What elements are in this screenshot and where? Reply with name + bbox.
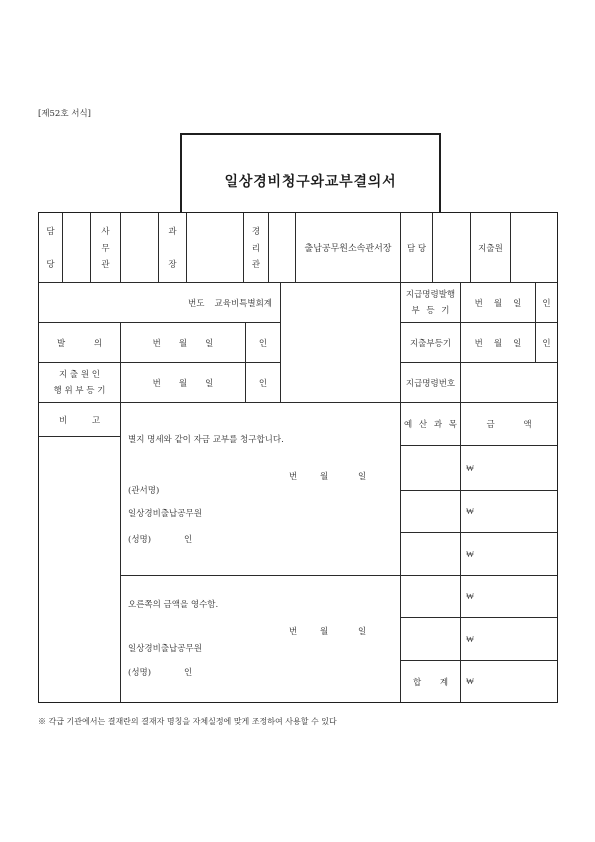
remarks-label: 비 고 <box>58 415 101 426</box>
date-group <box>475 337 522 349</box>
request-officer-label: 일상경비출납공무원 <box>128 509 202 519</box>
approval-jichulwon-signature-cell <box>510 212 558 283</box>
label-char: 경 <box>251 227 261 237</box>
won-symbol: ₩ <box>466 677 475 687</box>
label-char: 장 <box>168 260 177 270</box>
date-year-marker: 번 <box>152 378 161 389</box>
label-char: 관 <box>251 260 261 270</box>
seal-marker: 인 <box>184 668 193 678</box>
date-day-marker: 일 <box>205 378 214 389</box>
form-number: [제52호 서식] <box>38 109 91 119</box>
approval-damdang-label <box>38 212 63 283</box>
date-month-marker: 월 <box>493 338 503 349</box>
label-char: 사 <box>101 227 110 237</box>
date-day-marker: 일 <box>513 338 522 349</box>
proposal-seal-cell <box>245 322 281 363</box>
middle-merged-blank-cell <box>280 282 401 403</box>
approval-gwajang-signature-cell <box>186 212 244 283</box>
budget-amount-cell <box>460 617 558 661</box>
date-year-marker: 번 <box>289 472 298 482</box>
approval-samugwan-signature-cell <box>120 212 159 283</box>
budget-total-amount-cell <box>460 660 558 703</box>
approval-jichulwon-label: 지출원 <box>478 243 503 254</box>
receipt-officer-label: 일상경비출납공무원 <box>128 644 202 654</box>
budget-amount-cell <box>460 445 558 491</box>
approval-damdang-signature-cell <box>62 212 91 283</box>
request-office-label: (관서명) <box>128 486 160 496</box>
proposal-label-cell <box>38 322 121 363</box>
approval-right-damdang-label-cell <box>400 212 433 283</box>
seal-marker: 인 <box>184 535 193 545</box>
fiscal-year-marker: 번도 <box>188 298 205 309</box>
label-char: 과 <box>168 227 177 237</box>
date-day-marker: 일 <box>358 472 367 482</box>
fiscal-account-name: 교육비특별회계 <box>214 298 272 309</box>
date-month-marker: 월 <box>178 338 188 349</box>
footnote: ※ 각급 기관에서는 결재란의 결재자 명칭을 자체실정에 맞게 조정하여 사용할 수 있다 <box>38 717 337 726</box>
request-name-label: (성명) <box>128 535 152 545</box>
date-group <box>153 377 214 389</box>
seal-marker: 인 <box>542 338 551 349</box>
remarks-body-cell <box>38 436 121 703</box>
commitment-register-label-cell <box>38 362 121 403</box>
approval-right-damdang-signature-cell <box>432 212 471 283</box>
date-year-marker: 번 <box>474 338 483 349</box>
budget-item-header: 예 산 과 목 <box>404 420 457 430</box>
approval-gwajang-label <box>158 212 187 283</box>
budget-amount-cell <box>460 490 558 533</box>
won-symbol: ₩ <box>466 634 475 645</box>
payment-order-issue-register-date-cell <box>460 282 536 323</box>
expenditure-register-date-cell <box>460 322 536 363</box>
label-char: 관 <box>101 260 110 270</box>
commitment-register-date-cell <box>120 362 246 403</box>
budget-item-cell <box>400 575 461 618</box>
request-statement: 별지 명세와 같이 자금 교부를 청구합니다. <box>128 435 284 445</box>
date-day-marker: 일 <box>513 298 522 309</box>
budget-item-header-cell <box>400 402 461 446</box>
payment-order-issue-register-label-line2: 부 등 기 <box>411 305 450 316</box>
date-group <box>475 297 522 309</box>
won-symbol: ₩ <box>466 463 475 474</box>
budget-amount-header-cell <box>460 402 558 446</box>
date-group <box>153 337 214 349</box>
won-symbol: ₩ <box>466 507 475 517</box>
remarks-label-cell <box>38 402 121 437</box>
budget-amount-header: 금 액 <box>486 420 532 430</box>
form-title: 일상경비청구와교부결의서 <box>224 174 397 190</box>
seal-marker: 인 <box>258 338 268 349</box>
date-month-marker: 월 <box>178 378 188 389</box>
date-month-marker: 월 <box>320 472 329 482</box>
seal-marker: 인 <box>542 298 551 309</box>
expenditure-register-label-cell <box>400 322 461 363</box>
payment-order-number-label-cell <box>400 362 461 403</box>
approval-samugwan-label <box>90 212 121 283</box>
date-year-marker: 번 <box>152 338 161 349</box>
won-symbol: ₩ <box>466 549 475 560</box>
label-char: 당 <box>46 260 55 270</box>
receipt-name-label: (성명) <box>128 668 152 678</box>
payment-order-number-label: 지급명령번호 <box>405 378 456 389</box>
payment-order-issue-register-label-line1: 지급명령발행 <box>405 289 456 300</box>
commitment-register-seal-cell <box>245 362 281 403</box>
label-char: 무 <box>101 243 110 254</box>
approval-office-head-label: 출납공무원소속관서장 <box>304 244 392 254</box>
approval-right-damdang-label: 담 당 <box>406 243 427 254</box>
date-day-marker: 일 <box>205 338 214 349</box>
payment-order-issue-register-label-cell <box>400 282 461 323</box>
proposal-label: 발 의 <box>56 338 103 349</box>
approval-office-head-cell <box>295 212 401 283</box>
budget-amount-cell <box>460 532 558 576</box>
expenditure-register-seal-cell <box>535 322 558 363</box>
approval-gyeongrigwan-label <box>243 212 269 283</box>
budget-item-cell <box>400 490 461 533</box>
date-year-marker: 번 <box>474 298 483 309</box>
budget-total-label: 합 계 <box>412 677 449 688</box>
approval-gyeongrigwan-signature-cell <box>268 212 296 283</box>
budget-item-cell <box>400 617 461 661</box>
commitment-register-label-line1: 지 출 원 인 <box>59 369 100 380</box>
budget-total-label-cell <box>400 660 461 703</box>
budget-item-cell <box>400 532 461 576</box>
payment-order-issue-register-seal-cell <box>535 282 558 323</box>
request-block <box>120 402 401 576</box>
fiscal-year-account-cell <box>38 282 281 323</box>
expenditure-register-label: 지출부등기 <box>409 338 452 349</box>
date-year-marker: 번 <box>289 627 298 637</box>
label-char: 리 <box>251 243 261 254</box>
payment-order-number-value-cell <box>460 362 558 403</box>
date-month-marker: 월 <box>320 627 329 637</box>
date-month-marker: 월 <box>493 298 503 309</box>
approval-jichulwon-label-cell <box>470 212 511 283</box>
budget-amount-cell <box>460 575 558 618</box>
receipt-block <box>120 575 401 703</box>
date-day-marker: 일 <box>358 627 367 637</box>
won-symbol: ₩ <box>466 592 475 602</box>
proposal-date-cell <box>120 322 246 363</box>
commitment-register-label-line2: 행 위 부 등 기 <box>53 385 106 396</box>
seal-marker: 인 <box>258 378 268 389</box>
budget-item-cell <box>400 445 461 491</box>
title-box <box>180 133 441 213</box>
label-char: 담 <box>46 227 55 237</box>
receipt-statement: 오른쪽의 금액을 영수함. <box>128 600 219 610</box>
